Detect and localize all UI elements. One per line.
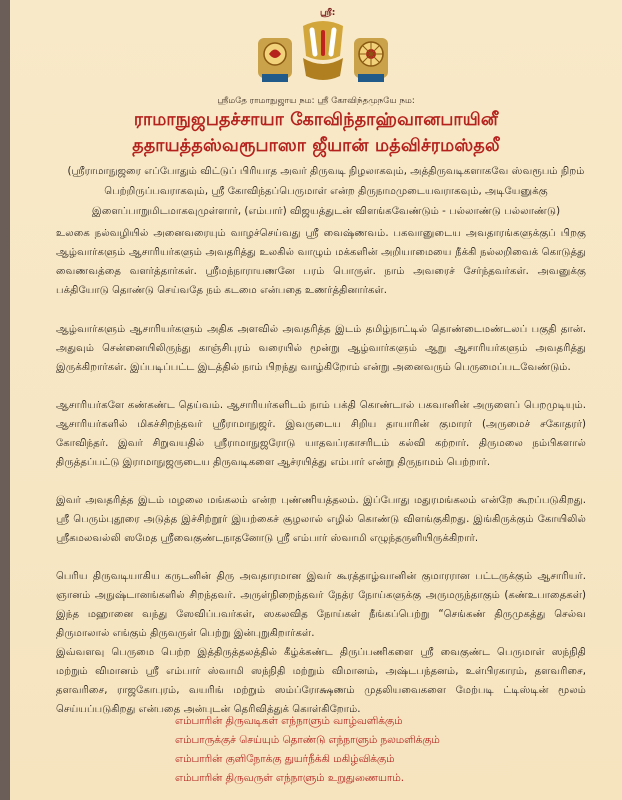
paragraph-1: உலகை நல்வழியில் அனைவரையும் வாழச்செய்வது ஸ்ரீ வைஷ்ணவம். பகவானுடைய அவதாரங்களுக்குப் பிறகு ஆழ்வார்களும் ஆசாரியர்களும் அவதரித்து உலகில் வாழும் மக்களின் அறியாமையை நீக்கி நல்லறிவைக் கொடுத்து வைணவத்தை வளர்த்தார்கள். ஸ்ரீமந்நாராயணனே பரம் பொருள். நாம் அவரைச் சேர்ந்தவர்கள். அவனுக்கு பக்தியோடு தொண்டு செய்வதே நம் கடமை என்பதை உணர்த்தினார்கள். [56,228,586,296]
verse-line: எம்பாரின் திருவருள் எந்நாளும் உறுதுணையாம். [175,772,404,784]
paragraph-6: இவ்வளவு பெருமை பெற்ற இத்திருத்தலத்தில் கீழ்க்கண்ட திருப்பணிகளை ஸ்ரீ வைகுண்ட பெருமாள் ஸந்நிதி மற்றும் விமானம் ஸ்ரீ எம்பார் ஸ்வாமி ஸந்நிதி மற்றும் விமானம், அஷ்டபந்தனம், உள்பிரகாரம், தளவரிசை, தளவரிசை, ராஜகோபுரம், வயரிங் மற்றும் ஸம்ப்ரோக்ஷணம் முதலியவைகளை மேற்படி ட்டிஸ்டின் மூலம் செய்யப்படுகிறது என்பதை அன்புடன் தெரிவித்துக் கொள்கிறோம். [56,647,586,715]
paragraph-5: பெரிய திருவடியாகிய கருடனின் திரு அவதாரமான இவர் கூரத்தாழ்வானின் குமாரரான பட்டருக்கும் ஆசாரியர். ஞானம் அநுஷ்டானங்களில் சிறந்தவர். அருள்நிறைந்தவர் நேத்ர நோய்களுக்கு அருமருந்தாகும் (கண்உபாதைகள்) இந்த மஹானை வந்து ஸேவிப்பவர்கள், ஸகலவித நோய்கள் நீங்கப்பெற்று “செங்கண் திருமுகத்து செல்வ திருமாலால் எங்கும் திருவருள் பெற்று இன்புறுகிறார்கள். [56,571,586,639]
chakra-icon [354,38,388,82]
sri-mark: ஸ்ரீ: [320,8,336,18]
verse-line: எம்பாரின் குளிநோக்கு துயர்நீக்கி மகிழ்விக்கும் [175,753,395,765]
header [10,6,622,106]
paragraph-3: ஆசாரியர்களே கண்கண்ட தெய்வம். ஆசாரியர்களிடம் நாம் பக்தி கொண்டால் பகவானின் அருளைப் பெறமுடியும். ஆசாரியர்களில் மிகச்சிறந்தவர் ஸ்ரீராமாநுஜர். இவருடைய சிறிய தாயாரின் குமாரர் (அருமைச் சகோதரர்) கோவிந்தர். இவர் சிறுவயதில் ஸ்ரீராமாநுஜரோடு யாதவப்ரகாசரிடம் கல்வி கற்றார். திருமலை நம்பிகளால் திருத்தப்பட்டு இராமாநுஜருடைய திருவடிகளை ஆச்ரயித்து எம்பார் என்று திருநாமம் பெற்றார். [56,400,586,468]
verse-line: எம்பாரின் திருவடிகள் எந்நாளும் வாழ்வளிக்கும் [175,715,403,727]
title-line-2: ததாயத்தஸ்வரூபாஸா ஜீயான் மத்விச்ரமஸ்தலீ [132,136,500,156]
intro-text: (ஸ்ரீராமாநுஜரை எப்போதும் விட்டுப் பிரியாத அவர் திருவடி நிழலாகவும், அத்திருவடிகளாகவே ஸ்வரூபம் நிறம் பெற்றிருப்பவராகவும், ஸ்ரீ கோவிந்தப்பெருமாள் என்ற திருநாமமுடையவராகவும், அடியேனுக்கு இளைப்பாறுமிடமாகவுமுள்ளார், (எம்பார்) விஜயத்துடன் விளங்கவேண்டும் - பல்லாண்டு பல்லாண்டு) [67,166,585,217]
conch-icon [258,38,292,82]
verse-line: எம்பாருக்குச் செய்யும் தொண்டு எந்நாளும் நலமளிக்கும் [175,734,440,746]
invocation-line: ஸ்ரீமதே ராமாநுஜாய நம: ஸ்ரீ கோவிந்தமுநயே நம: [217,96,415,106]
paragraph-2: ஆழ்வார்களும் ஆசாரியர்களும் அதிக அளவில் அவதரித்த இடம் தமிழ்நாட்டில் தொண்டைமண்டலப் பகுதி தான். அதுவும் சென்னையிலிருந்து காஞ்சிபுரம் வரையில் மூன்று ஆழ்வார்களும் ஆறு ஆசாரியர்களும் அவதரித்து இருக்கிறார்கள். இப்படிப்பட்ட இடத்தில் நாம் பிறந்து வாழ்கிறோம் என்று அனைவரும் பெருமைப்படவேண்டும். [56,324,586,373]
title-line-1: ராமாநுஜபதச்சாயா கோவிந்தாஹ்வானபாயினீ [133,110,499,130]
closing-verse [175,712,575,788]
namam-icon [303,21,343,80]
emblem-icon [248,18,398,86]
paragraph-4: இவர் அவதரித்த இடம் மழலை மங்கலம் என்ற புண்ணியத்தலம். இப்போது மதுரமங்கலம் என்றே கூறப்படுகிறது. ஸ்ரீ பெரும்புதூரை அடுத்த இச்சிற்றூர் இயற்கைச் சூழலால் எழில் கொண்டு விளங்குகிறது. இங்கிருக்கும் கோயிலில் ஸ்ரீகமலவல்லி ஸமேத ஸ்ரீவைகுண்டநாதனோடு ஸ்ரீ எம்பார் ஸ்வாமி எழுந்தருளியிருக்கிறார். [56,495,586,544]
